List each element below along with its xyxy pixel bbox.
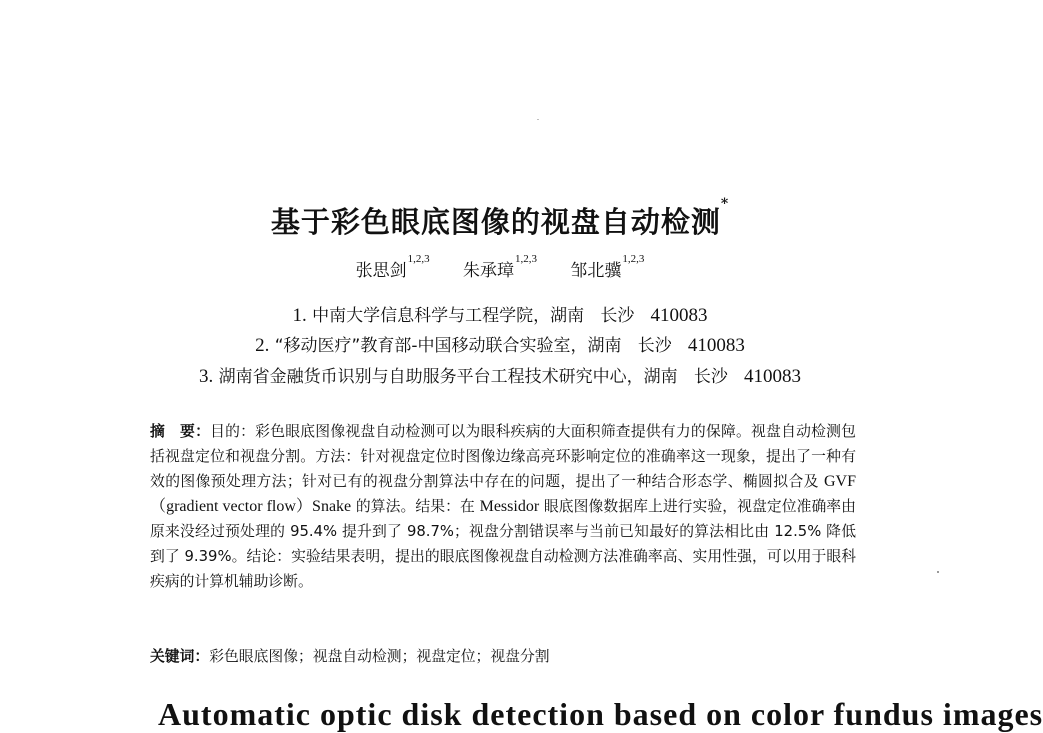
author-affiliation-mark: 1,2,3 [515,253,537,265]
paper-title [0,196,1000,241]
author [570,253,645,281]
abstract-text: 目的：彩色眼底图像视盘自动检测可以为眼科疾病的大面积筛查提供有力的保障。视盘自动检测包括视盘定位和视盘分割。方法：针对视盘定位时图像边缘高亮环影响定位的准确率这一现象，提出了一种有效的图像预处理方法；针对已有的视盘分割算法中存在的问题，提出了一种结合形态学、椭圆拟合及 [150,423,856,490]
abstract-text: 的算法。结果：在 [351,498,480,515]
author [463,253,537,281]
author-name: 朱承璋 [463,261,514,281]
abstract-label: 摘 要： [150,423,211,440]
title-footnote-mark: * [720,196,730,212]
affiliation-city: 长沙 [600,306,635,326]
affiliation-city: 长沙 [637,336,672,356]
abstract-dataset-name: Messidor [479,498,540,515]
affiliation-number: 3. [198,366,214,387]
affiliation-number: 1. [292,305,307,326]
affiliation-zip: 410083 [744,366,802,387]
affiliation-zip: 410083 [687,335,745,356]
author-affiliation-mark: 1,2,3 [407,253,430,265]
author-list [0,253,1000,281]
affiliation-org: “移动医疗”教育部-中国移动联合实验室，湖南 [274,336,622,356]
affiliation-2 [0,331,1000,357]
keywords-text: 彩色眼底图像；视盘自动检测；视盘定位；视盘分割 [209,648,550,665]
english-title-cut-off: Automatic optic disk detection based on color fundus images [158,696,1043,732]
author-name: 邹北骥 [570,261,622,281]
affiliation-zip: 410083 [650,305,708,326]
scan-artifact [537,119,539,120]
affiliation-1 [0,301,1000,327]
keywords-label: 关键词： [150,648,210,665]
affiliation-org: 湖南省金融货币识别与自助服务平台工程技术研究中心，湖南 [218,367,678,387]
affiliation-3 [0,362,1000,388]
affiliation-city: 长沙 [693,367,728,387]
author [355,253,430,281]
scan-artifact [937,571,939,573]
affiliation-number: 2. [255,335,270,356]
abstract-text: 眼底图像数据库上进行实验，视盘定位准确率由原来没经过预处理的 95.4% 提升到了 98.7%；视盘分割错误率与当前已知最好的算法相比由 12.5% 降低到了 9.39%。结论：实验结果表明，提出的眼底图像视盘自动检测方法准确率高、实用性强，可以用于眼科疾病的计算机辅助诊断。 [150,498,856,590]
author-name: 张思剑 [355,261,407,281]
title-text: 基于彩色眼底图像的视盘自动检测 [270,205,721,239]
abstract [150,419,856,594]
abstract-method-name: GVF（gradient vector flow）Snake [150,473,856,515]
author-affiliation-mark: 1,2,3 [622,253,645,265]
affiliation-org: 中南大学信息科学与工程学院，湖南 [312,306,585,326]
keywords [150,644,856,669]
